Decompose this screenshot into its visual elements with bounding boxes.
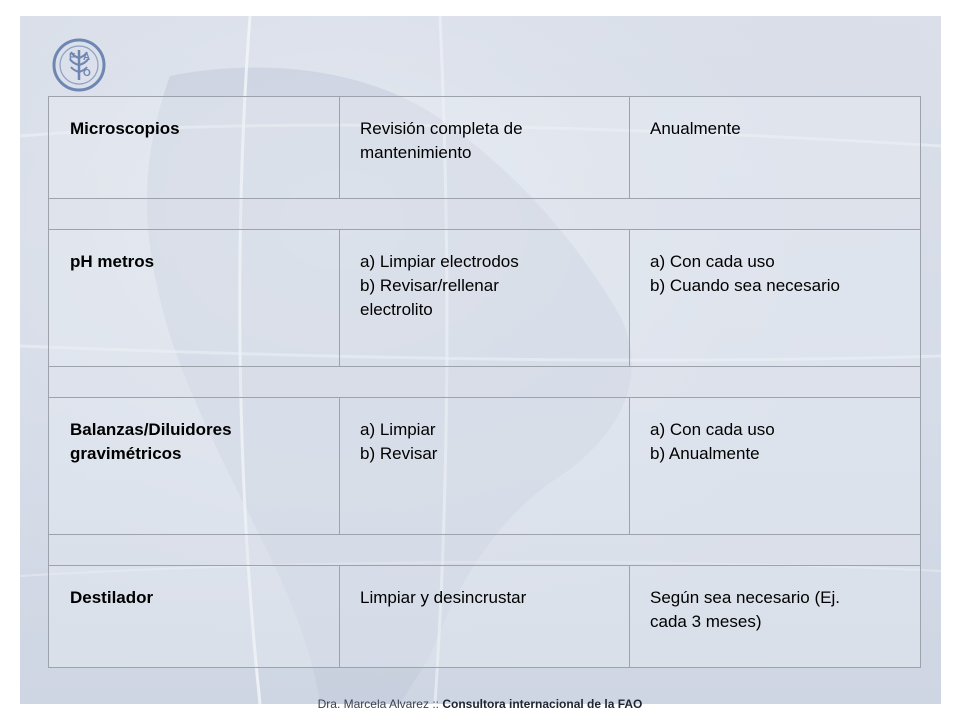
frequency-cell: [630, 398, 921, 535]
task-line: a) Limpiar electrodos: [360, 252, 519, 271]
task-line: b) Revisar: [360, 444, 438, 463]
frequency-line: Anualmente: [650, 119, 741, 138]
equipment-name: Balanzas/Diluidores: [70, 420, 232, 439]
footer-credit: [0, 697, 960, 711]
frequency-line: cada 3 meses): [650, 612, 762, 631]
equipment-cell: [49, 398, 340, 535]
fao-logo-icon: [52, 38, 106, 92]
logo-letter-f: F: [69, 52, 76, 63]
task-line: b) Revisar/rellenar: [360, 276, 499, 295]
logo-letter-a: A: [83, 52, 91, 63]
task-cell: [340, 97, 630, 199]
equipment-name: pH metros: [70, 252, 155, 271]
equipment-cell: [49, 97, 340, 199]
task-line: electrolito: [360, 300, 433, 319]
logo-letter-o: O: [83, 68, 91, 79]
task-line: Limpiar y desincrustar: [360, 588, 527, 607]
maintenance-table: [48, 96, 921, 668]
frequency-cell: [630, 97, 921, 199]
equipment-name: Destilador: [70, 588, 154, 607]
frequency-cell: [630, 566, 921, 668]
frequency-line: b) Anualmente: [650, 444, 760, 463]
footer-separator: ::: [432, 697, 439, 711]
frequency-line: a) Con cada uso: [650, 420, 775, 439]
table-spacer-row: [49, 199, 921, 230]
task-line: Revisión completa de: [360, 119, 523, 138]
equipment-name: Microscopios: [70, 119, 180, 138]
frequency-line: Según sea necesario (Ej.: [650, 588, 840, 607]
table-row: [49, 566, 921, 668]
table-spacer-row: [49, 535, 921, 566]
equipment-name: gravimétricos: [70, 444, 182, 463]
table-spacer-row: [49, 367, 921, 398]
task-cell: [340, 398, 630, 535]
task-line: a) Limpiar: [360, 420, 436, 439]
footer-author: Dra. Marcela Alvarez: [317, 697, 429, 711]
task-line: mantenimiento: [360, 143, 472, 162]
frequency-cell: [630, 230, 921, 367]
task-cell: [340, 230, 630, 367]
footer-role: Consultora internacional de la FAO: [442, 697, 643, 711]
table-row: [49, 398, 921, 535]
task-cell: [340, 566, 630, 668]
table-row: [49, 230, 921, 367]
frequency-line: b) Cuando sea necesario: [650, 276, 840, 295]
equipment-cell: [49, 230, 340, 367]
frequency-line: a) Con cada uso: [650, 252, 775, 271]
table-row: [49, 97, 921, 199]
equipment-cell: [49, 566, 340, 668]
